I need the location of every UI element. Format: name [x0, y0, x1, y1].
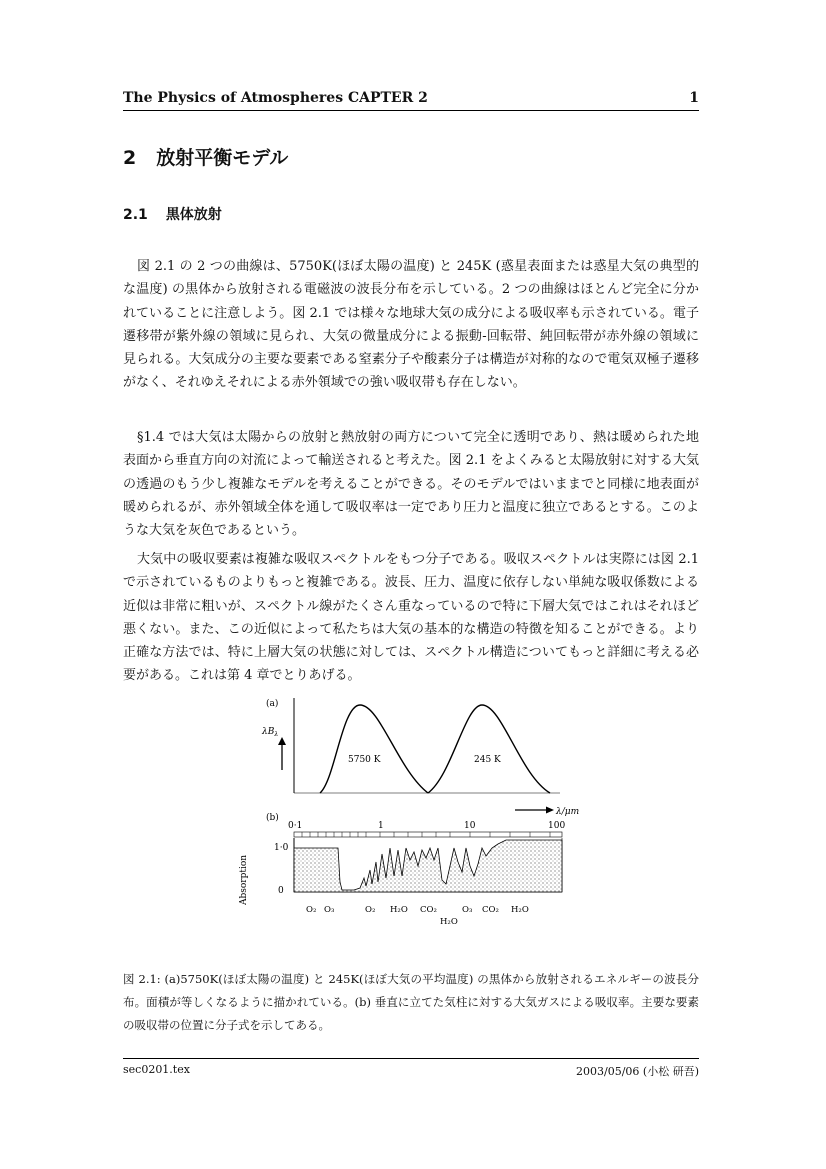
figure-2-1: [230, 690, 610, 930]
x-tick-0-1: 0·1: [288, 821, 303, 831]
section-number: 2.1: [123, 207, 148, 223]
curve-label-5750k: 5750 K: [348, 755, 381, 765]
molecule-labels: [306, 905, 529, 927]
body-paragraph-3: 大気中の吸収要素は複雑な吸収スペクトルをもつ分子である。吸収スペクトルは実際には図 2.1 で示されているものよりもっと複雑である。波長、圧力、温度に依存しない単純な吸収係数による近似は非常に粗いが、スペクトル線がたくさん重なっているので特に下層大気ではこれはそれほど悪くない。また、この近似によって私たちは大気の基本的な構造の特徴を知ることができる。より正確な方法では、特に上層大気の状態に対しては、スペクトル構造についてもっと詳細に考える必要がある。これは第 4 章でとりあげる。: [123, 552, 699, 684]
y-axis-label-b: Absorption: [239, 854, 249, 906]
page-footer: [123, 1058, 699, 1079]
molecule-co2-b: CO₂: [482, 905, 499, 915]
blackbody-curve-5750k: [320, 705, 428, 793]
footer-filename: sec0201.tex: [123, 1063, 190, 1076]
molecule-h2o-b: H₂O: [511, 905, 529, 915]
x-axis-label: λ/μm: [556, 807, 580, 817]
molecule-o2-b: O₂: [365, 905, 376, 915]
chapter-title: 放射平衡モデル: [156, 147, 289, 169]
molecule-o3-b: O₃: [462, 905, 473, 915]
wavelength-arrow-icon: [515, 807, 554, 814]
footer-date-author: 2003/05/06 (小松 研吾): [576, 1065, 699, 1078]
molecule-co2-a: CO₂: [420, 905, 437, 915]
body-paragraph-1: 図 2.1 の 2 つの曲線は、5750K(ほぼ太陽の温度) と 245K (惑星表面または惑星大気の典型的な温度) の黒体から放射される電磁波の波長分布を示している。2 つの曲線はほとんど完全に分かれていることに注意しよう。図 2.1 では様々な地球大気の成分による吸収率も示されている。電子遷移帯が紫外線の領域に見られ、大気の微量成分による振動-回転帯、純回転帯が赤外線の領域に見られる。大気成分の主要な要素である窒素分子や酸素分子は構造が対称的なので電気双極子遷移がなく、それゆえそれによる赤外領域での強い吸収帯も存在しない。: [123, 259, 699, 391]
chapter-heading: [123, 143, 288, 170]
panel-b-label: (b): [266, 813, 279, 823]
x-tick-100: 100: [548, 821, 566, 831]
running-header: [123, 90, 699, 111]
molecule-h2o-c: H₂O: [440, 917, 458, 927]
x-tick-10: 10: [464, 821, 476, 831]
y-axis-label-a: $\lambda B_\lambda$: [262, 727, 279, 738]
y-axis-arrow-icon: [278, 737, 286, 770]
blackbody-curve-245k: [428, 705, 550, 793]
figure-caption: 図 2.1: (a)5750K(ほぼ太陽の温度) と 245K(ほぼ大気の平均温度) の黒体から放射されるエネルギーの波長分布。面積が等しくなるように描かれている。(b) 垂直に立てた気柱に対する大気ガスによる吸収率。主要な要素の吸収帯の位置に分子式を示してある。: [123, 972, 699, 1032]
molecule-o2-a: O₂: [306, 905, 317, 915]
y-tick-1-0: 1·0: [274, 843, 289, 853]
y-tick-0: 0: [278, 886, 284, 896]
absorption-spectrum: [294, 840, 562, 892]
page-number: 1: [689, 90, 699, 106]
body-paragraph-2: §1.4 では大気は太陽からの放射と熱放射の両方について完全に透明であり、熱は暖められた地表面から垂直方向の対流によって輸送されると考えた。図 2.1 をよくみると太陽放射に対する大気の透過のもう少し複雑なモデルを考えることができる。そのモデルではいままでと同様に地表面が暖められるが、赤外領域全体を通して吸収率は一定であり圧力と温度に独立であるとする。このような大気を灰色であるという。: [123, 430, 699, 539]
x-tick-1: 1: [378, 821, 384, 831]
figure-svg: [230, 690, 610, 930]
panel-a-label: (a): [266, 699, 279, 709]
section-title: 黒体放射: [165, 207, 222, 223]
running-title: The Physics of Atmospheres CAPTER 2: [123, 90, 428, 106]
section-heading: [123, 204, 222, 224]
molecule-o3-a: O₃: [324, 905, 335, 915]
chapter-number: 2: [123, 147, 137, 169]
molecule-h2o-a: H₂O: [390, 905, 408, 915]
curve-label-245k: 245 K: [474, 755, 501, 765]
